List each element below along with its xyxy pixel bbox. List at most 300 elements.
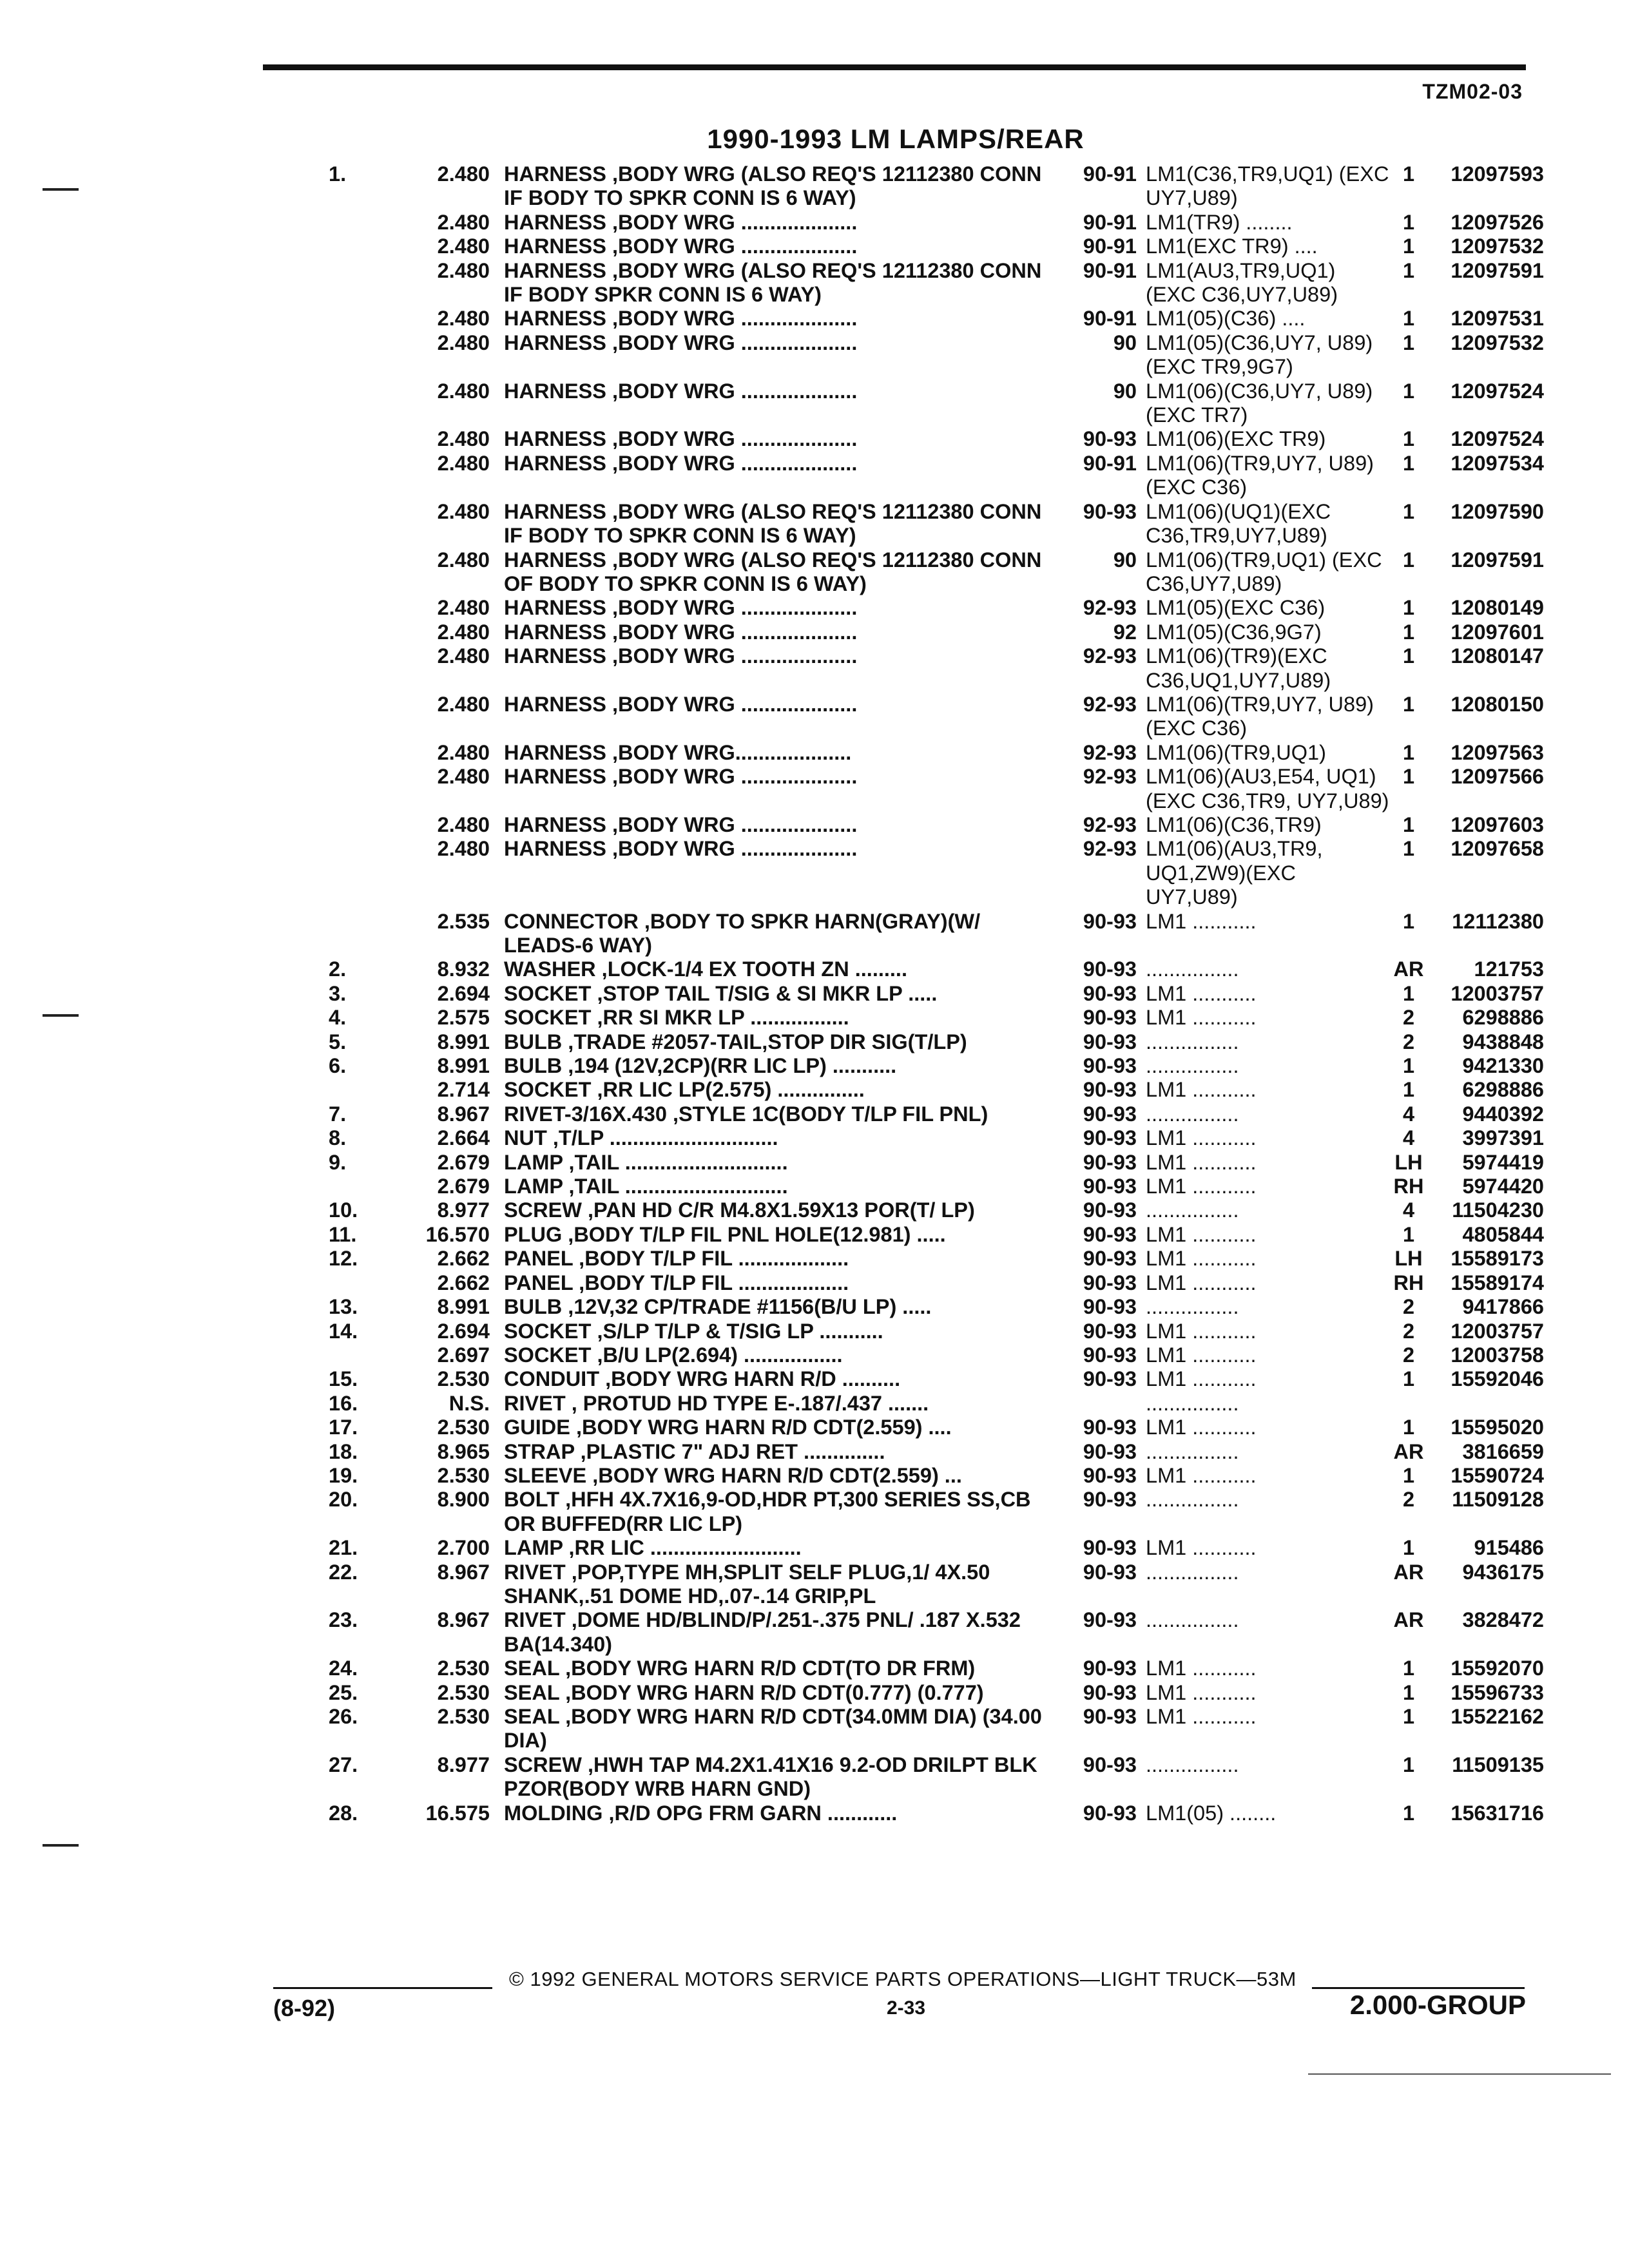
quantity: 1 [1402, 499, 1415, 523]
table-row [277, 380, 1544, 428]
table-row [277, 1175, 1544, 1198]
model-codes: LM1 ........... [1146, 981, 1257, 1005]
quantity: 1 [1402, 596, 1415, 620]
model-codes: ................ [1146, 1102, 1239, 1126]
part-number: 12097532 [1451, 331, 1544, 354]
part-description: SEAL ,BODY WRG HARN R/D CDT(TO DR FRM) [504, 1657, 976, 1680]
footer-page-number: 2-33 [887, 1997, 926, 2019]
quantity: AR [1393, 1439, 1424, 1463]
part-description: BULB ,194 (12V,2CP)(RR LIC LP) ........... [504, 1054, 897, 1078]
model-years: 90-93 [1083, 1102, 1137, 1126]
ref-number: 22. [329, 1560, 358, 1584]
quantity: 1 [1402, 740, 1415, 764]
part-number: 11509135 [1452, 1753, 1544, 1776]
model-codes: LM1 ........... [1146, 1222, 1257, 1246]
page-code: TZM02-03 [1422, 80, 1523, 103]
ref-number [277, 765, 406, 813]
part-number: 9438848 [1462, 1030, 1544, 1053]
quantity: AR [1393, 1560, 1424, 1584]
ref-number [277, 596, 406, 620]
quantity: LH [1394, 1150, 1423, 1174]
part-number: 5974419 [1462, 1150, 1544, 1174]
model-codes: LM1 ........... [1146, 1416, 1257, 1439]
ref-number [277, 259, 406, 307]
part-number: 12003757 [1451, 981, 1544, 1005]
model-codes: LM1 ........... [1146, 1463, 1257, 1487]
part-number: 15631716 [1451, 1801, 1544, 1825]
model-codes: LM1 ........... [1146, 1536, 1257, 1560]
quantity: 1 [1402, 379, 1415, 403]
table-row [277, 211, 1544, 235]
part-description: HARNESS ,BODY WRG.................... [504, 740, 852, 764]
ref-number: 10. [329, 1198, 358, 1222]
part-description: HARNESS ,BODY WRG .................... [504, 451, 858, 475]
ref-number [277, 380, 406, 428]
group-number: 2.530 [437, 1416, 490, 1439]
table-row [277, 1681, 1544, 1705]
table-row [277, 1295, 1544, 1319]
model-codes: LM1(06)(TR9,UQ1) [1146, 740, 1326, 764]
model-years: 90-93 [1083, 1030, 1137, 1053]
part-number: 15522162 [1451, 1705, 1544, 1728]
table-row [277, 500, 1544, 548]
part-description: LAMP ,TAIL ............................ [504, 1150, 788, 1174]
group-number: 8.900 [437, 1488, 490, 1512]
ref-number: 21. [329, 1536, 358, 1560]
quantity: 1 [1402, 1705, 1415, 1728]
ref-number: 6. [329, 1054, 347, 1078]
table-row [277, 1416, 1544, 1439]
table-row [277, 957, 1544, 981]
part-number: 12097603 [1451, 812, 1544, 836]
quantity: RH [1393, 1271, 1424, 1294]
model-years: 90-93 [1083, 1271, 1137, 1294]
part-number: 4805844 [1462, 1222, 1544, 1246]
table-row [277, 548, 1544, 597]
group-number: 2.700 [437, 1536, 490, 1560]
part-number: 12097563 [1451, 740, 1544, 764]
part-number: 9440392 [1462, 1102, 1544, 1126]
part-number [1428, 1392, 1544, 1416]
group-number: 8.967 [437, 1102, 490, 1126]
part-description: HARNESS ,BODY WRG .................... [504, 644, 858, 668]
part-description: HARNESS ,BODY WRG .................... [504, 307, 858, 331]
model-years: 90-93 [1083, 499, 1137, 523]
quantity: 1 [1402, 258, 1415, 282]
quantity: 1 [1402, 548, 1415, 572]
ref-number: 15. [329, 1367, 358, 1391]
model-years: 90-91 [1083, 307, 1137, 331]
model-codes: LM1 ........... [1146, 1247, 1257, 1271]
model-codes: LM1(05)(EXC C36) [1146, 596, 1325, 620]
table-row [277, 644, 1544, 693]
table-row [277, 1030, 1544, 1054]
quantity: 1 [1402, 210, 1415, 234]
model-codes: ................ [1146, 1054, 1239, 1078]
model-years: 90-93 [1083, 1657, 1137, 1680]
table-row [277, 1102, 1544, 1126]
model-years: 90-93 [1083, 1222, 1137, 1246]
table-row [277, 1753, 1544, 1802]
part-number: 15589173 [1451, 1247, 1544, 1271]
model-codes: ................ [1146, 1295, 1239, 1319]
ref-number: 24. [329, 1657, 358, 1680]
model-codes: LM1 ........... [1146, 1367, 1257, 1391]
quantity: 1 [1402, 307, 1415, 331]
model-codes: LM1 ........... [1146, 1175, 1257, 1198]
ref-number [277, 741, 406, 765]
part-number: 11504230 [1452, 1198, 1544, 1222]
model-years [1046, 1392, 1146, 1416]
model-years: 90-91 [1083, 451, 1137, 475]
group-number: 8.977 [437, 1753, 490, 1776]
model-codes: ................ [1146, 1608, 1239, 1632]
ref-number: 11. [329, 1222, 357, 1246]
group-number: 2.530 [437, 1367, 490, 1391]
table-row [277, 765, 1544, 813]
model-years: 92-93 [1083, 765, 1137, 789]
group-number: 16.575 [425, 1801, 490, 1825]
ref-number [277, 1343, 406, 1367]
ref-number: 28. [329, 1801, 358, 1825]
table-row [277, 1802, 1544, 1825]
part-description: HARNESS ,BODY WRG .................... [504, 837, 858, 861]
quantity [1389, 1392, 1428, 1416]
part-description: HARNESS ,BODY WRG .................... [504, 620, 858, 644]
model-years: 90-93 [1083, 1801, 1137, 1825]
model-codes: LM1 ........... [1146, 1343, 1257, 1367]
model-codes: LM1(06)(AU3,E54, UQ1)(EXC C36,TR9, UY7,U89) [1146, 765, 1389, 812]
model-codes: LM1 ........... [1146, 1126, 1257, 1150]
ref-number [277, 235, 406, 258]
table-row [277, 1608, 1544, 1657]
model-codes: LM1 ........... [1146, 1705, 1257, 1728]
quantity: 4 [1402, 1126, 1415, 1150]
part-number: 12097531 [1451, 307, 1544, 331]
group-number: 2.480 [437, 162, 490, 186]
ref-number [277, 1078, 406, 1102]
table-row [277, 1367, 1544, 1391]
part-description: RIVET-3/16X.430 ,STYLE 1C(BODY T/LP FIL PNL) [504, 1102, 988, 1126]
model-codes: ................ [1146, 957, 1239, 981]
model-years: 90-93 [1083, 1560, 1137, 1584]
model-years: 92-93 [1083, 644, 1137, 668]
part-number: 15592046 [1451, 1367, 1544, 1391]
model-codes: LM1(05)(C36,9G7) [1146, 620, 1322, 644]
ref-number [277, 500, 406, 548]
part-number: 12097591 [1451, 258, 1544, 282]
part-description: HARNESS ,BODY WRG .................... [504, 235, 858, 258]
quantity: 2 [1402, 1030, 1415, 1053]
part-description: HARNESS ,BODY WRG .................... [504, 596, 858, 620]
ref-number [277, 427, 406, 451]
ref-number [277, 1271, 406, 1295]
punch-mark [43, 1014, 79, 1017]
model-codes: LM1 ........... [1146, 1319, 1257, 1343]
part-description: PANEL ,BODY T/LP FIL ................... [504, 1271, 849, 1294]
model-codes: LM1(06)(TR9)(EXC C36,UQ1,UY7,U89) [1146, 644, 1331, 692]
part-description: SOCKET ,S/LP T/LP & T/SIG LP ........... [504, 1319, 883, 1343]
ref-number: 3. [329, 981, 347, 1005]
part-number: 12080147 [1451, 644, 1544, 668]
ref-number: 7. [329, 1102, 347, 1126]
part-number: 12097532 [1451, 235, 1544, 258]
part-number: 12080150 [1451, 692, 1544, 716]
part-description: LAMP ,RR LIC .......................... [504, 1536, 802, 1560]
group-number: 2.480 [437, 307, 490, 331]
ref-number: 12. [329, 1247, 358, 1271]
group-number: 2.480 [437, 235, 490, 258]
group-number: 2.480 [437, 812, 490, 836]
model-codes: LM1(06)(TR9,UQ1) (EXC C36,UY7,U89) [1146, 548, 1382, 595]
group-number: 8.991 [437, 1295, 490, 1319]
model-years: 90-93 [1083, 427, 1137, 451]
part-description: STRAP ,PLASTIC 7" ADJ RET .............. [504, 1439, 885, 1463]
part-description: SOCKET ,B/U LP(2.694) ................. [504, 1343, 843, 1367]
footer-rule-left [273, 1987, 492, 1989]
group-number: 2.480 [437, 740, 490, 764]
part-description: MOLDING ,R/D OPG FRM GARN ............ [504, 1801, 898, 1825]
group-number: 2.530 [437, 1657, 490, 1680]
part-number: 3816659 [1462, 1439, 1544, 1463]
model-codes: LM1(06)(TR9,UY7, U89)(EXC C36) [1146, 451, 1374, 499]
model-codes: ................ [1146, 1560, 1239, 1584]
model-codes: LM1(TR9) ........ [1146, 210, 1293, 234]
part-number: 3828472 [1462, 1608, 1544, 1632]
model-years: 90-93 [1083, 1078, 1137, 1102]
part-description: HARNESS ,BODY WRG .................... [504, 692, 858, 716]
footer-copyright: © 1992 GENERAL MOTORS SERVICE PARTS OPERATIONS—LIGHT TRUCK—53M [509, 1968, 1296, 1990]
group-number: 2.480 [437, 620, 490, 644]
group-number: 2.530 [437, 1463, 490, 1487]
table-row [277, 162, 1544, 211]
part-description: HARNESS ,BODY WRG (ALSO REQ'S 12112380 CONN IF BODY TO SPKR CONN IS 6 WAY) [504, 162, 1042, 210]
model-years: 92-93 [1083, 692, 1137, 716]
model-years: 90-93 [1083, 1295, 1137, 1319]
group-number: 2.480 [437, 379, 490, 403]
model-codes: LM1 ........... [1146, 1150, 1257, 1174]
model-years: 90 [1113, 548, 1137, 572]
table-row [277, 1464, 1544, 1488]
model-codes: LM1 ........... [1146, 1006, 1257, 1030]
part-description: CONDUIT ,BODY WRG HARN R/D .......... [504, 1367, 901, 1391]
group-number: 2.662 [437, 1271, 490, 1294]
group-number: 8.932 [437, 957, 490, 981]
model-years: 92-93 [1083, 812, 1137, 836]
group-number: 8.965 [437, 1439, 490, 1463]
part-number: 6298886 [1462, 1006, 1544, 1030]
model-years: 90-93 [1083, 1175, 1137, 1198]
model-years: 90-93 [1083, 981, 1137, 1005]
model-years: 90-93 [1083, 1054, 1137, 1078]
quantity: 1 [1402, 427, 1415, 451]
part-number: 12097658 [1451, 837, 1544, 861]
ref-number [277, 307, 406, 331]
quantity: LH [1394, 1247, 1423, 1271]
part-description: SEAL ,BODY WRG HARN R/D CDT(34.0MM DIA) (34.00 DIA) [504, 1705, 1042, 1753]
model-codes: LM1(05) ........ [1146, 1801, 1277, 1825]
quantity: 2 [1402, 1488, 1415, 1512]
model-codes: LM1(06)(UQ1)(EXC C36,TR9,UY7,U89) [1146, 499, 1331, 548]
model-years: 90-93 [1083, 1536, 1137, 1560]
model-years: 90-93 [1083, 1319, 1137, 1343]
group-number: 2.714 [437, 1078, 490, 1102]
quantity: 1 [1402, 1367, 1415, 1391]
part-number: 3997391 [1462, 1126, 1544, 1150]
group-number: 2.480 [437, 210, 490, 234]
ref-number: 26. [329, 1705, 358, 1728]
model-codes: LM1(EXC TR9) .... [1146, 235, 1318, 258]
ref-number [277, 644, 406, 693]
ref-number [277, 837, 406, 909]
part-number: 9421330 [1462, 1054, 1544, 1078]
model-years: 90 [1113, 379, 1137, 403]
model-years: 90-93 [1083, 1367, 1137, 1391]
part-description: BULB ,12V,32 CP/TRADE #1156(B/U LP) ..... [504, 1295, 932, 1319]
group-number: 2.664 [437, 1126, 490, 1150]
table-row [277, 1223, 1544, 1247]
ref-number [277, 693, 406, 741]
table-row [277, 1247, 1544, 1271]
punch-mark [43, 188, 79, 191]
model-codes: LM1 ........... [1146, 1680, 1257, 1704]
model-codes: LM1(06)(C36,UY7, U89)(EXC TR7) [1146, 379, 1373, 427]
part-number: 12003757 [1451, 1319, 1544, 1343]
part-description: PANEL ,BODY T/LP FIL ................... [504, 1247, 849, 1271]
group-number: 2.662 [437, 1247, 490, 1271]
model-codes: ................ [1146, 1753, 1239, 1776]
ref-number: 27. [329, 1753, 358, 1776]
group-number: 2.480 [437, 499, 490, 523]
table-row [277, 1343, 1544, 1367]
ref-number: 5. [329, 1030, 347, 1053]
model-years: 92-93 [1083, 596, 1137, 620]
quantity: 2 [1402, 1006, 1415, 1030]
part-number: 12097590 [1451, 499, 1544, 523]
part-number: 12112380 [1452, 909, 1544, 933]
ref-number [277, 813, 406, 837]
part-number: 121753 [1474, 957, 1544, 981]
quantity: 1 [1402, 162, 1415, 186]
quantity: 1 [1402, 812, 1415, 836]
part-description: RIVET ,POP,TYPE MH,SPLIT SELF PLUG,1/ 4X.50 SHANK,.51 DOME HD,.07-.14 GRIP,PL [504, 1560, 990, 1608]
quantity: 1 [1402, 1536, 1415, 1560]
table-row [277, 307, 1544, 331]
header-rule [263, 64, 1526, 70]
group-number: 2.679 [437, 1175, 490, 1198]
group-number: 2.679 [437, 1150, 490, 1174]
ref-number: 1. [329, 162, 347, 186]
part-number: 12097591 [1451, 548, 1544, 572]
quantity: 1 [1402, 235, 1415, 258]
table-row [277, 910, 1544, 958]
model-years: 90-93 [1083, 1463, 1137, 1487]
group-number: 2.480 [437, 596, 490, 620]
footer-group-label: 2.000-GROUP [1349, 1990, 1526, 2020]
part-number: 11509128 [1452, 1488, 1544, 1512]
part-description: SCREW ,HWH TAP M4.2X1.41X16 9.2-OD DRILPT BLK PZOR(BODY WRB HARN GND) [504, 1753, 1037, 1801]
ref-number [277, 1175, 406, 1198]
model-codes: LM1 ........... [1146, 1271, 1257, 1294]
part-number: 15592070 [1451, 1657, 1544, 1680]
group-number: 2.530 [437, 1680, 490, 1704]
punch-mark [43, 1844, 79, 1847]
model-years: 90-93 [1083, 1753, 1137, 1776]
part-description: HARNESS ,BODY WRG .................... [504, 765, 858, 789]
group-number: 8.977 [437, 1198, 490, 1222]
group-number: 2.480 [437, 427, 490, 451]
group-number: 8.967 [437, 1560, 490, 1584]
model-codes: LM1(05)(C36) .... [1146, 307, 1306, 331]
part-description: LAMP ,TAIL ............................ [504, 1175, 788, 1198]
part-description: HARNESS ,BODY WRG .................... [504, 379, 858, 403]
ref-number: 23. [329, 1608, 358, 1632]
model-years: 90 [1113, 331, 1137, 354]
part-number: 15589174 [1451, 1271, 1544, 1294]
model-codes: LM1(06)(TR9,UY7, U89)(EXC C36) [1146, 692, 1374, 740]
model-years: 90-93 [1083, 1416, 1137, 1439]
quantity: 1 [1402, 1801, 1415, 1825]
part-description: RIVET , PROTUD HD TYPE E-.187/.437 ....... [504, 1391, 929, 1415]
model-years: 90-91 [1083, 162, 1137, 186]
group-number: 16.570 [425, 1222, 490, 1246]
quantity: 4 [1402, 1102, 1415, 1126]
part-number: 15596733 [1451, 1680, 1544, 1704]
ref-number [277, 331, 406, 380]
model-codes: LM1(AU3,TR9,UQ1) (EXC C36,UY7,U89) [1146, 258, 1338, 307]
part-number: 12003758 [1451, 1343, 1544, 1367]
group-number: 2.480 [437, 258, 490, 282]
group-number: 2.694 [437, 981, 490, 1005]
model-years: 90-93 [1083, 909, 1137, 933]
model-codes: ................ [1146, 1198, 1239, 1222]
table-row [277, 427, 1544, 451]
model-codes: LM1(C36,TR9,UQ1) (EXC UY7,U89) [1146, 162, 1389, 210]
model-years: 90-93 [1083, 957, 1137, 981]
footer-rule-right [1312, 1987, 1525, 1989]
ref-number: 2. [329, 957, 347, 981]
part-description: SEAL ,BODY WRG HARN R/D CDT(0.777) (0.777) [504, 1680, 984, 1704]
quantity: 1 [1402, 1416, 1415, 1439]
model-codes: LM1(06)(EXC TR9) [1146, 427, 1326, 451]
quantity: 1 [1402, 1657, 1415, 1680]
part-description: SOCKET ,STOP TAIL T/SIG & SI MKR LP ..... [504, 981, 938, 1005]
group-number: 2.694 [437, 1319, 490, 1343]
part-number: 12097593 [1451, 162, 1544, 186]
parts-table [277, 162, 1544, 1825]
model-codes: ................ [1146, 1030, 1239, 1053]
model-codes: LM1(06)(C36,TR9) [1146, 812, 1322, 836]
quantity: 1 [1402, 1680, 1415, 1704]
quantity: 2 [1402, 1295, 1415, 1319]
part-number: 6298886 [1462, 1078, 1544, 1102]
bottom-rule [1308, 2073, 1611, 2075]
model-years: 90-91 [1083, 258, 1137, 282]
part-number: 5974420 [1462, 1175, 1544, 1198]
model-codes: LM1(05)(C36,UY7, U89)(EXC TR9,9G7) [1146, 331, 1373, 379]
part-description: SCREW ,PAN HD C/R M4.8X1.59X13 POR(T/ LP) [504, 1198, 975, 1222]
footer-revision-date: (8-92) [273, 1995, 336, 2021]
part-number: 15590724 [1451, 1463, 1544, 1487]
part-description: HARNESS ,BODY WRG .................... [504, 331, 858, 354]
group-number: 2.697 [437, 1343, 490, 1367]
ref-number [277, 211, 406, 235]
quantity: 1 [1402, 765, 1415, 789]
table-row [277, 1561, 1544, 1609]
part-number: 12097566 [1451, 765, 1544, 789]
part-description: SOCKET ,RR LIC LP(2.575) ............... [504, 1078, 865, 1102]
group-number: 2.480 [437, 837, 490, 861]
